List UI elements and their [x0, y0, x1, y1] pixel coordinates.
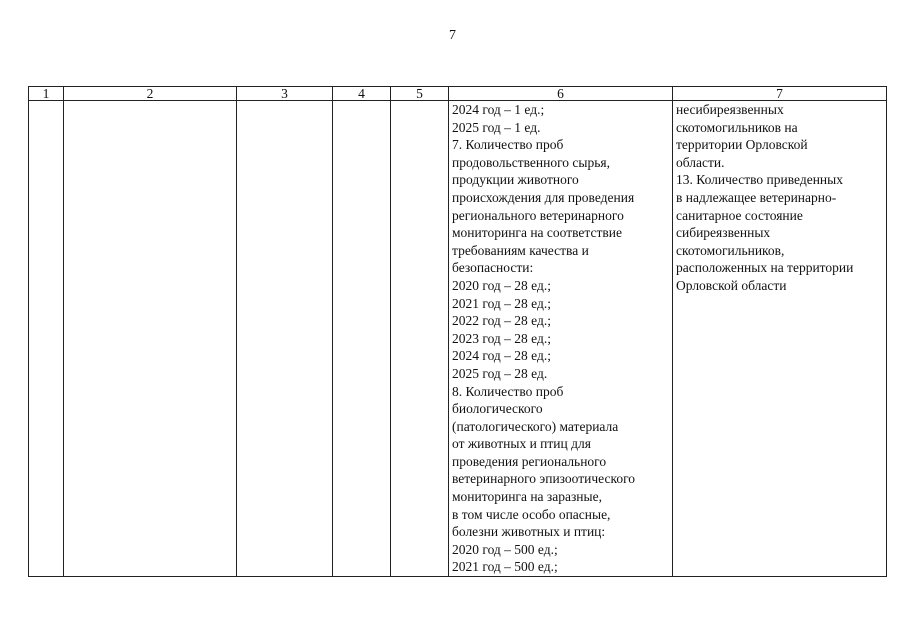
text-line: санитарное состояние: [676, 207, 803, 223]
cell-col-6: [449, 101, 673, 577]
text-line: территории Орловской: [676, 137, 808, 153]
text-line: в том числе особо опасные,: [452, 506, 611, 522]
cell-col-1: [29, 101, 64, 577]
column-header-2: 2: [64, 87, 237, 101]
text-line: 2020 год – 500 ед.;: [452, 541, 558, 557]
text-line: в надлежащее ветеринарно-: [676, 189, 837, 205]
column-header-6: 6: [449, 87, 673, 101]
column-header-7: 7: [673, 87, 887, 101]
column-header-3: 3: [237, 87, 333, 101]
text-line: 2024 год – 1 ед.;: [452, 102, 545, 117]
table-header-row: [29, 87, 887, 101]
text-line: расположенных на территории: [676, 260, 854, 276]
text-line: 2025 год – 1 ед.: [452, 119, 541, 135]
text-line: Орловской области: [676, 277, 787, 293]
cell-col-4: [333, 101, 391, 577]
document-table: [28, 86, 887, 577]
text-line: регионального ветеринарного: [452, 207, 624, 223]
text-line: 2023 год – 28 ед.;: [452, 330, 551, 346]
text-line: требованиям качества и: [452, 242, 589, 258]
text-line: (патологического) материала: [452, 418, 619, 434]
text-line: 13. Количество приведенных: [676, 172, 843, 188]
text-line: 7. Количество проб: [452, 137, 564, 153]
text-line: проведения регионального: [452, 453, 607, 469]
text-line: 2025 год – 28 ед.: [452, 365, 548, 381]
page-number: 7: [449, 28, 456, 43]
cell-col-5: [391, 101, 449, 577]
cell-col-2: [64, 101, 237, 577]
text-line: 2024 год – 28 ед.;: [452, 348, 551, 364]
text-line: продукции животного: [452, 172, 579, 188]
table-row: [29, 101, 887, 577]
text-line: от животных и птиц для: [452, 436, 591, 452]
text-line: биологического: [452, 401, 543, 417]
text-line: сибиреязвенных: [676, 225, 771, 241]
text-line: 8. Количество проб: [452, 383, 564, 399]
text-line: происхождения для проведения: [452, 189, 635, 205]
column-header-1: 1: [29, 87, 64, 101]
text-line: скотомогильников на: [676, 119, 798, 135]
text-line: 2021 год – 28 ед.;: [452, 295, 551, 311]
text-line: 2021 год – 500 ед.;: [452, 559, 558, 575]
cell-col-3: [237, 101, 333, 577]
text-line: болезни животных и птиц:: [452, 524, 606, 540]
column-header-5: 5: [391, 87, 449, 101]
text-line: 2020 год – 28 ед.;: [452, 277, 551, 293]
text-line: скотомогильников,: [676, 242, 785, 258]
text-line: продовольственного сырья,: [452, 154, 610, 170]
text-line: мониторинга на заразные,: [452, 489, 602, 505]
text-line: несибиреязвенных: [676, 102, 784, 117]
column-header-4: 4: [333, 87, 391, 101]
text-line: мониторинга на соответствие: [452, 225, 622, 241]
cell-col-7: [673, 101, 887, 577]
text-line: ветеринарного эпизоотического: [452, 471, 636, 487]
text-line: 2022 год – 28 ед.;: [452, 313, 551, 329]
text-line: области.: [676, 154, 725, 170]
text-line: безопасности:: [452, 260, 534, 276]
